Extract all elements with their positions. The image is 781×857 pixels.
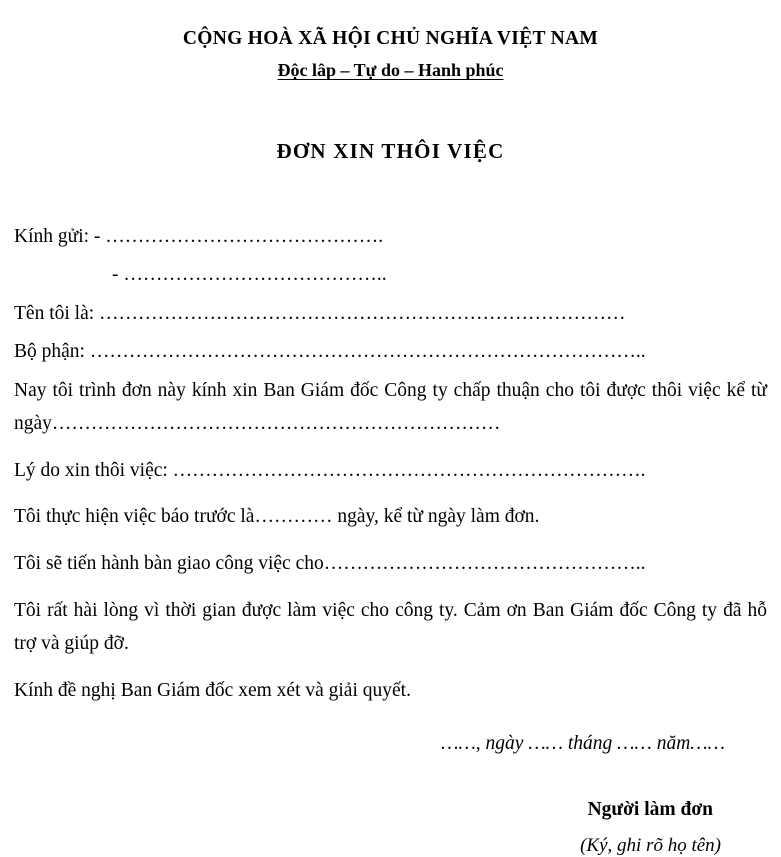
- page-title: ĐƠN XIN THÔI VIỆC: [276, 138, 505, 163]
- recipient-line-primary: Kính gửi: - …………………………………….: [14, 225, 384, 247]
- applicant-name-line: Tên tôi là: ………………………………………………………………………: [14, 302, 626, 324]
- recipient-line-secondary: - …………………………………..: [112, 264, 387, 286]
- closing-request-line: Kính đề nghị Ban Giám đốc xem xét và giải quyết.: [14, 679, 411, 701]
- national-motto: Độc lâp – Tự do – Hanh phúc: [277, 60, 504, 81]
- document-body: [14, 220, 767, 707]
- document-header: [14, 26, 767, 83]
- advance-notice-line: Tôi thực hiện việc báo trước là………… ngày, kể từ ngày làm đơn.: [14, 506, 540, 528]
- appreciation-paragraph: Tôi rất hài lòng vì thời gian được làm việc cho công ty. Cảm ơn Ban Giám đốc Công ty đã hỗ trợ và giúp đỡ.: [14, 599, 767, 655]
- resignation-request-paragraph: Nay tôi trình đơn này kính xin Ban Giám đốc Công ty chấp thuận cho tôi được thôi việc kể từ ngày……………………………………………………………: [14, 379, 767, 435]
- handover-line: Tôi sẽ tiến hành bàn giao công việc cho…………………………………………..: [14, 552, 646, 574]
- date-placeholder-line: ……, ngày …… tháng …… năm……: [441, 733, 725, 755]
- resignation-reason-line: Lý do xin thôi việc: ……………………………………………………………….: [14, 459, 646, 481]
- nation-title: CỘNG HOÀ XÃ HỘI CHỦ NGHĨA VIỆT NAM: [182, 28, 599, 49]
- signer-title: Người làm đơn: [587, 799, 713, 821]
- signer-note: (Ký, ghi rõ họ tên): [580, 835, 721, 857]
- department-line: Bộ phận: …………………………………………………………………………..: [14, 341, 646, 363]
